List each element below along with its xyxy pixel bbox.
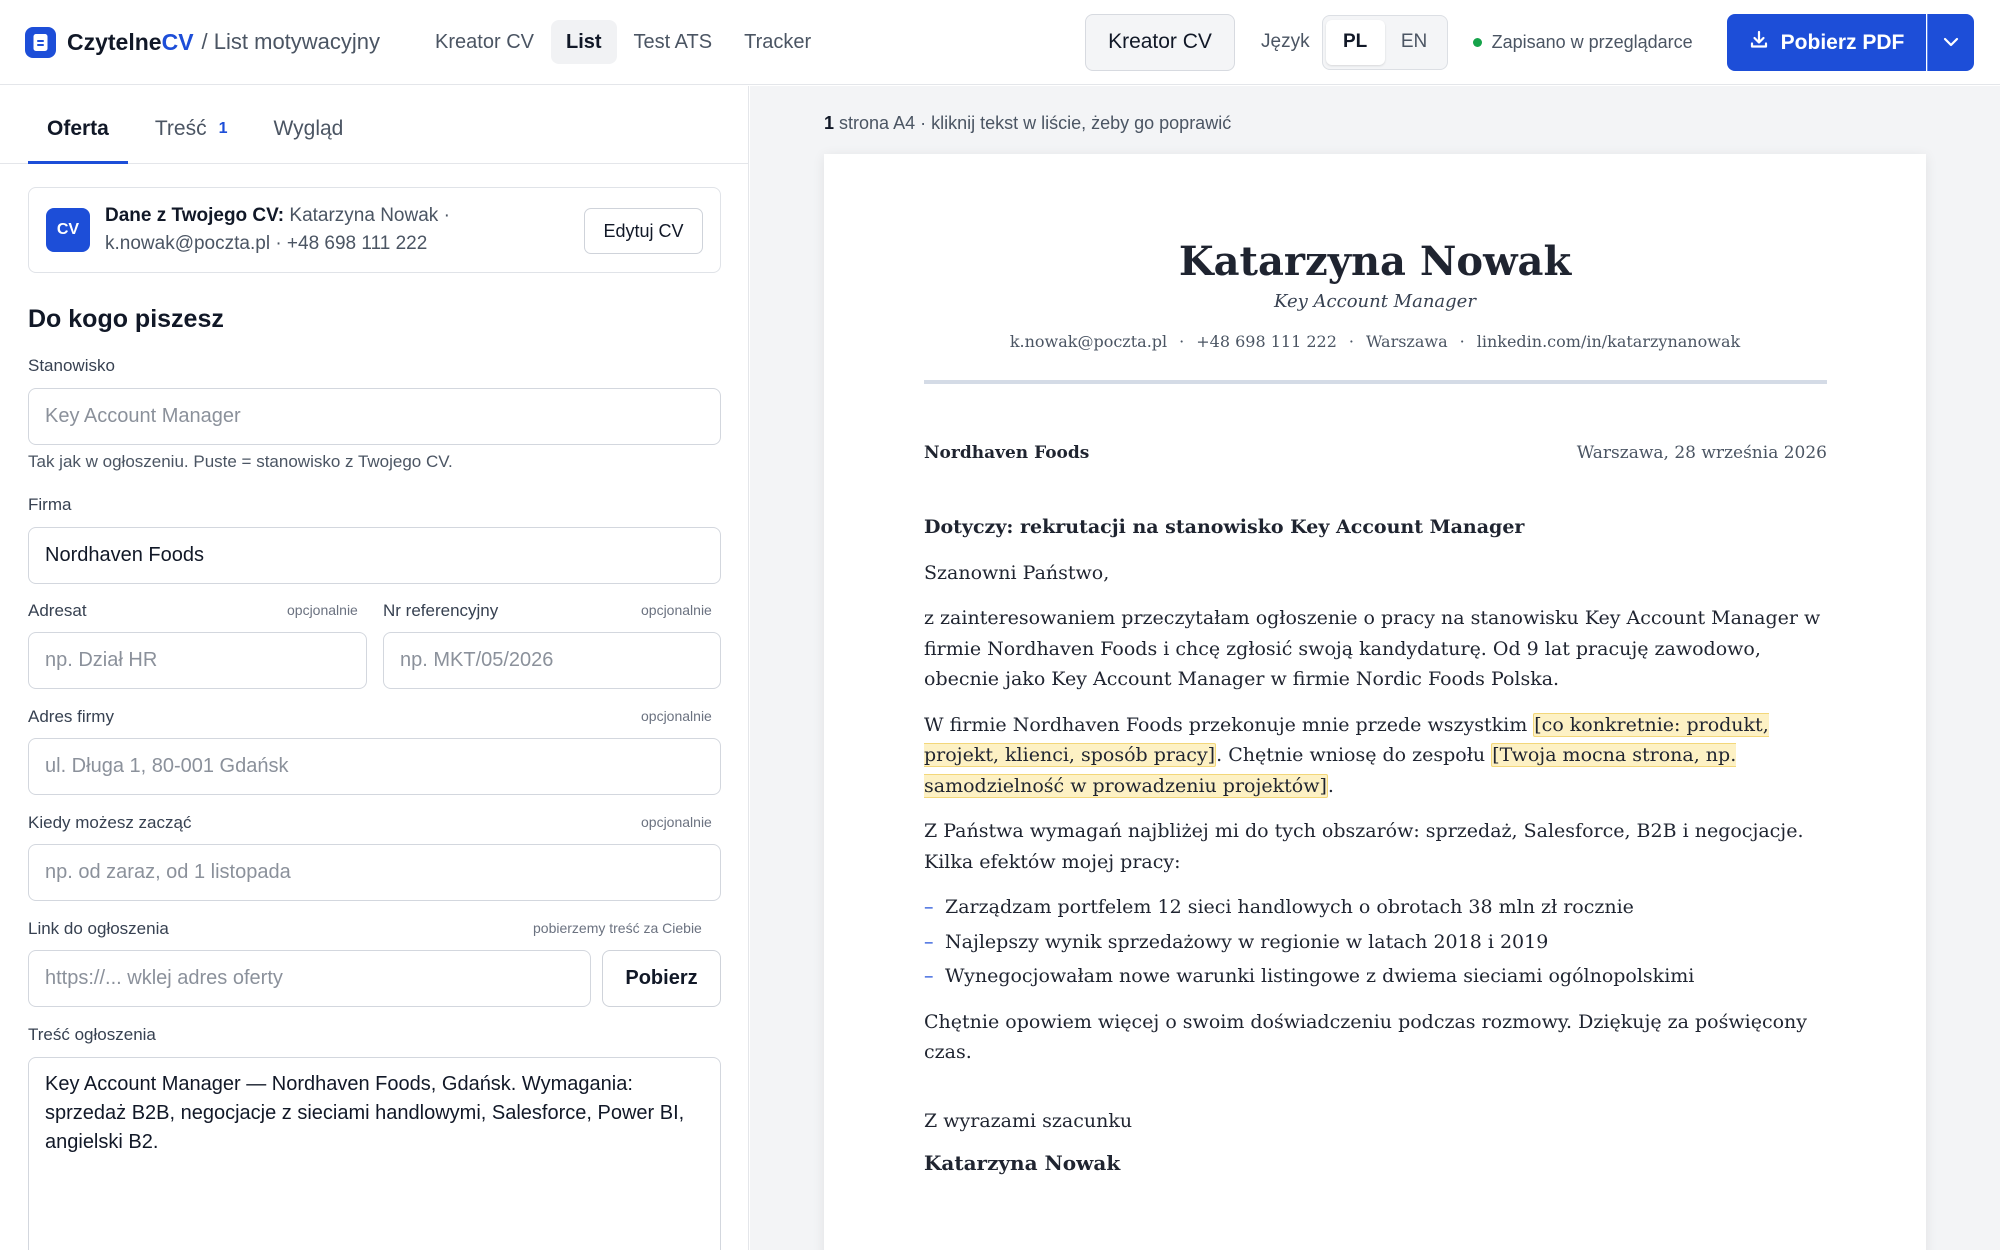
link-label: Link do ogłoszenia [28,919,169,938]
letter-paragraph-4[interactable]: Chętnie opowiem więcej o swoim doświadczeniu podczas rozmowy. Dziękuję za poświęcony czas. [924,1010,1807,1063]
editor-tabs [0,86,748,164]
brand[interactable] [25,27,380,58]
nr-ref-input[interactable]: np. MKT/05/2026 [383,632,721,689]
editor-panel [0,86,749,1250]
adresat-optional: opcjonalnie [287,602,358,618]
breadcrumb: / List motywacyjny [201,29,381,54]
status-dot-icon [1473,38,1482,47]
adres-firmy-optional: opcjonalnie [641,708,712,724]
fetch-offer-button[interactable]: Pobierz [602,950,721,1007]
language-en[interactable]: EN [1400,31,1428,52]
brand-name: CzytelneCV [67,28,194,55]
letter-signature[interactable]: Katarzyna Nowak [924,1151,1121,1175]
section-title: Do kogo piszesz [28,305,224,333]
letter-body [924,512,1834,1179]
contact-email: k.nowak@poczta.pl [1009,332,1168,351]
tab-oferta[interactable]: Oferta [28,117,128,163]
letter-contact[interactable]: k.nowak@poczta.pl · +48 698 111 222 · Warszawa · linkedin.com/in/katarzynanowak [1009,332,1741,351]
nr-ref-label: Nr referencyjny [383,601,499,620]
tab-badge: 1 [218,120,228,137]
adres-firmy-label: Adres firmy [28,707,114,726]
contact-phone: +48 698 111 222 [1196,332,1337,351]
adresat-input[interactable]: np. Dział HR [28,632,367,689]
pdf-options-dropdown[interactable] [1927,14,1974,71]
preview-panel [750,86,2000,1250]
firma-label: Firma [28,495,72,514]
letter-greeting[interactable]: Szanowni Państwo, [924,561,1110,584]
header-divider [924,380,1827,384]
achievements-list [924,892,1834,992]
letter-subject[interactable]: Dotyczy: rekrutacji na stanowisko Key Account Manager [924,516,1525,538]
letter-paragraph-1[interactable]: z zainteresowaniem przeczytałam ogłoszenie o pracy na stanowisku Key Account Manager w firmie Nordhaven Foods i chcę zgłosić swoją kandydaturę. Od 9 lat pracuję zawodowo, obecnie jako Key Account Manager w firmie Nordic Foods Polska. [924,607,1821,690]
adres-firmy-input[interactable]: ul. Długa 1, 80-001 Gdańsk [28,738,721,795]
tab-tresc[interactable]: Treść 1 [154,117,228,140]
download-pdf-label: Pobierz PDF [1780,30,1905,54]
list-item[interactable]: – Wynegocjowałam nowe warunki listingowe z dwiema sieciami ogólnopolskimi [924,961,1834,992]
nr-ref-optional: opcjonalnie [641,602,712,618]
kreator-cv-button[interactable]: Kreator CV [1085,14,1235,71]
link-input[interactable]: https://... wklej adres oferty [28,950,591,1007]
letter-paragraph-3[interactable]: Z Państwa wymagań najbliżej mi do tych obszarów: sprzedaż, Salesforce, B2B i negocjacje. Kilka efektów mojej pracy: [924,820,1804,873]
letter-name[interactable]: Katarzyna Nowak [1178,238,1572,285]
letter-closing[interactable]: Z wyrazami szacunku [924,1109,1133,1132]
language-label: Język [1261,31,1310,52]
start-label: Kiedy możesz zacząć [28,813,192,832]
language-pl[interactable]: PL [1326,20,1385,65]
edit-cv-button[interactable]: Edytuj CV [584,208,703,254]
nav-kreator-cv[interactable]: Kreator CV [435,31,534,53]
start-optional: opcjonalnie [641,814,712,830]
firma-input[interactable]: Nordhaven Foods [28,527,721,584]
document-icon [25,27,56,58]
cv-data-card [28,187,721,273]
nav-list[interactable]: List [551,20,617,64]
adresat-label: Adresat [28,601,87,620]
pdf-download-group [1727,14,1974,71]
stanowisko-input[interactable]: Key Account Manager [28,388,721,445]
stanowisko-label: Stanowisko [28,356,115,375]
chevron-down-icon [1943,34,1959,52]
letter-role[interactable]: Key Account Manager [1274,291,1476,312]
offer-text-area[interactable]: Key Account Manager — Nordhaven Foods, Gdańsk. Wymagania: sprzedaż B2B, negocjacje z sieciami handlowymi, Salesforce, Power BI, angielski B2. [28,1057,721,1250]
placeholder-highlight[interactable]: [Twoja mocna strona, np. samodzielność w prowadzeniu projektów] [924,744,1737,797]
letter-date[interactable]: Warszawa, 28 września 2026 [1576,443,1827,463]
top-bar [0,0,2000,85]
start-input[interactable]: np. od zaraz, od 1 listopada [28,844,721,901]
nav-test-ats[interactable]: Test ATS [633,31,713,53]
cv-badge-icon: CV [46,208,90,252]
download-icon [1749,30,1769,56]
letter-paragraph-2[interactable]: W firmie Nordhaven Foods przekonuje mnie przede wszystkim [co konkretnie: produkt, projekt, klienci, sposób pracy]. Chętnie wniosę do zespołu [Twoja mocna strona, np. samodzielność w prowadzeniu projektów]. [924,713,1769,797]
language-switcher [1322,15,1448,70]
main-nav [420,20,828,64]
tab-wyglad[interactable]: Wygląd [273,117,344,140]
placeholder-highlight[interactable]: [co konkretnie: produkt, projekt, klienci, sposób pracy] [924,713,1769,766]
letter-page [824,154,1926,1250]
cv-data-details: Katarzyna Nowak · k.nowak@poczta.pl · +48 698 111 222 [105,205,450,254]
toolbar-right [1085,14,1693,70]
link-hint: pobierzemy treść za Ciebie [533,920,702,936]
preview-note-text: strona A4 · kliknij tekst w liście, żeby go poprawić [839,113,1232,133]
cv-data-title: Dane z Twojego CV: [105,205,285,226]
list-item[interactable]: – Zarządzam portfelem 12 sieci handlowych o obrotach 38 mln zł rocznie [924,892,1834,923]
save-status-text: Zapisano w przeglądarce [1491,31,1693,52]
letter-company[interactable]: Nordhaven Foods [924,443,1090,463]
stanowisko-help: Tak jak w ogłoszeniu. Puste = stanowisko z Twojego CV. [28,452,453,471]
nav-tracker[interactable]: Tracker [744,31,812,53]
contact-city: Warszawa [1365,332,1448,351]
save-status [1473,32,1693,53]
list-item[interactable]: – Najlepszy wynik sprzedażowy w regionie w latach 2018 i 2019 [924,927,1834,958]
tresc-label: Treść ogłoszenia [28,1025,156,1044]
download-pdf-button[interactable] [1727,14,1926,71]
cv-data-text [105,202,575,258]
preview-note [824,113,1231,134]
page-count: 1 [824,113,835,133]
contact-linkedin: linkedin.com/in/katarzynanowak [1476,332,1741,351]
